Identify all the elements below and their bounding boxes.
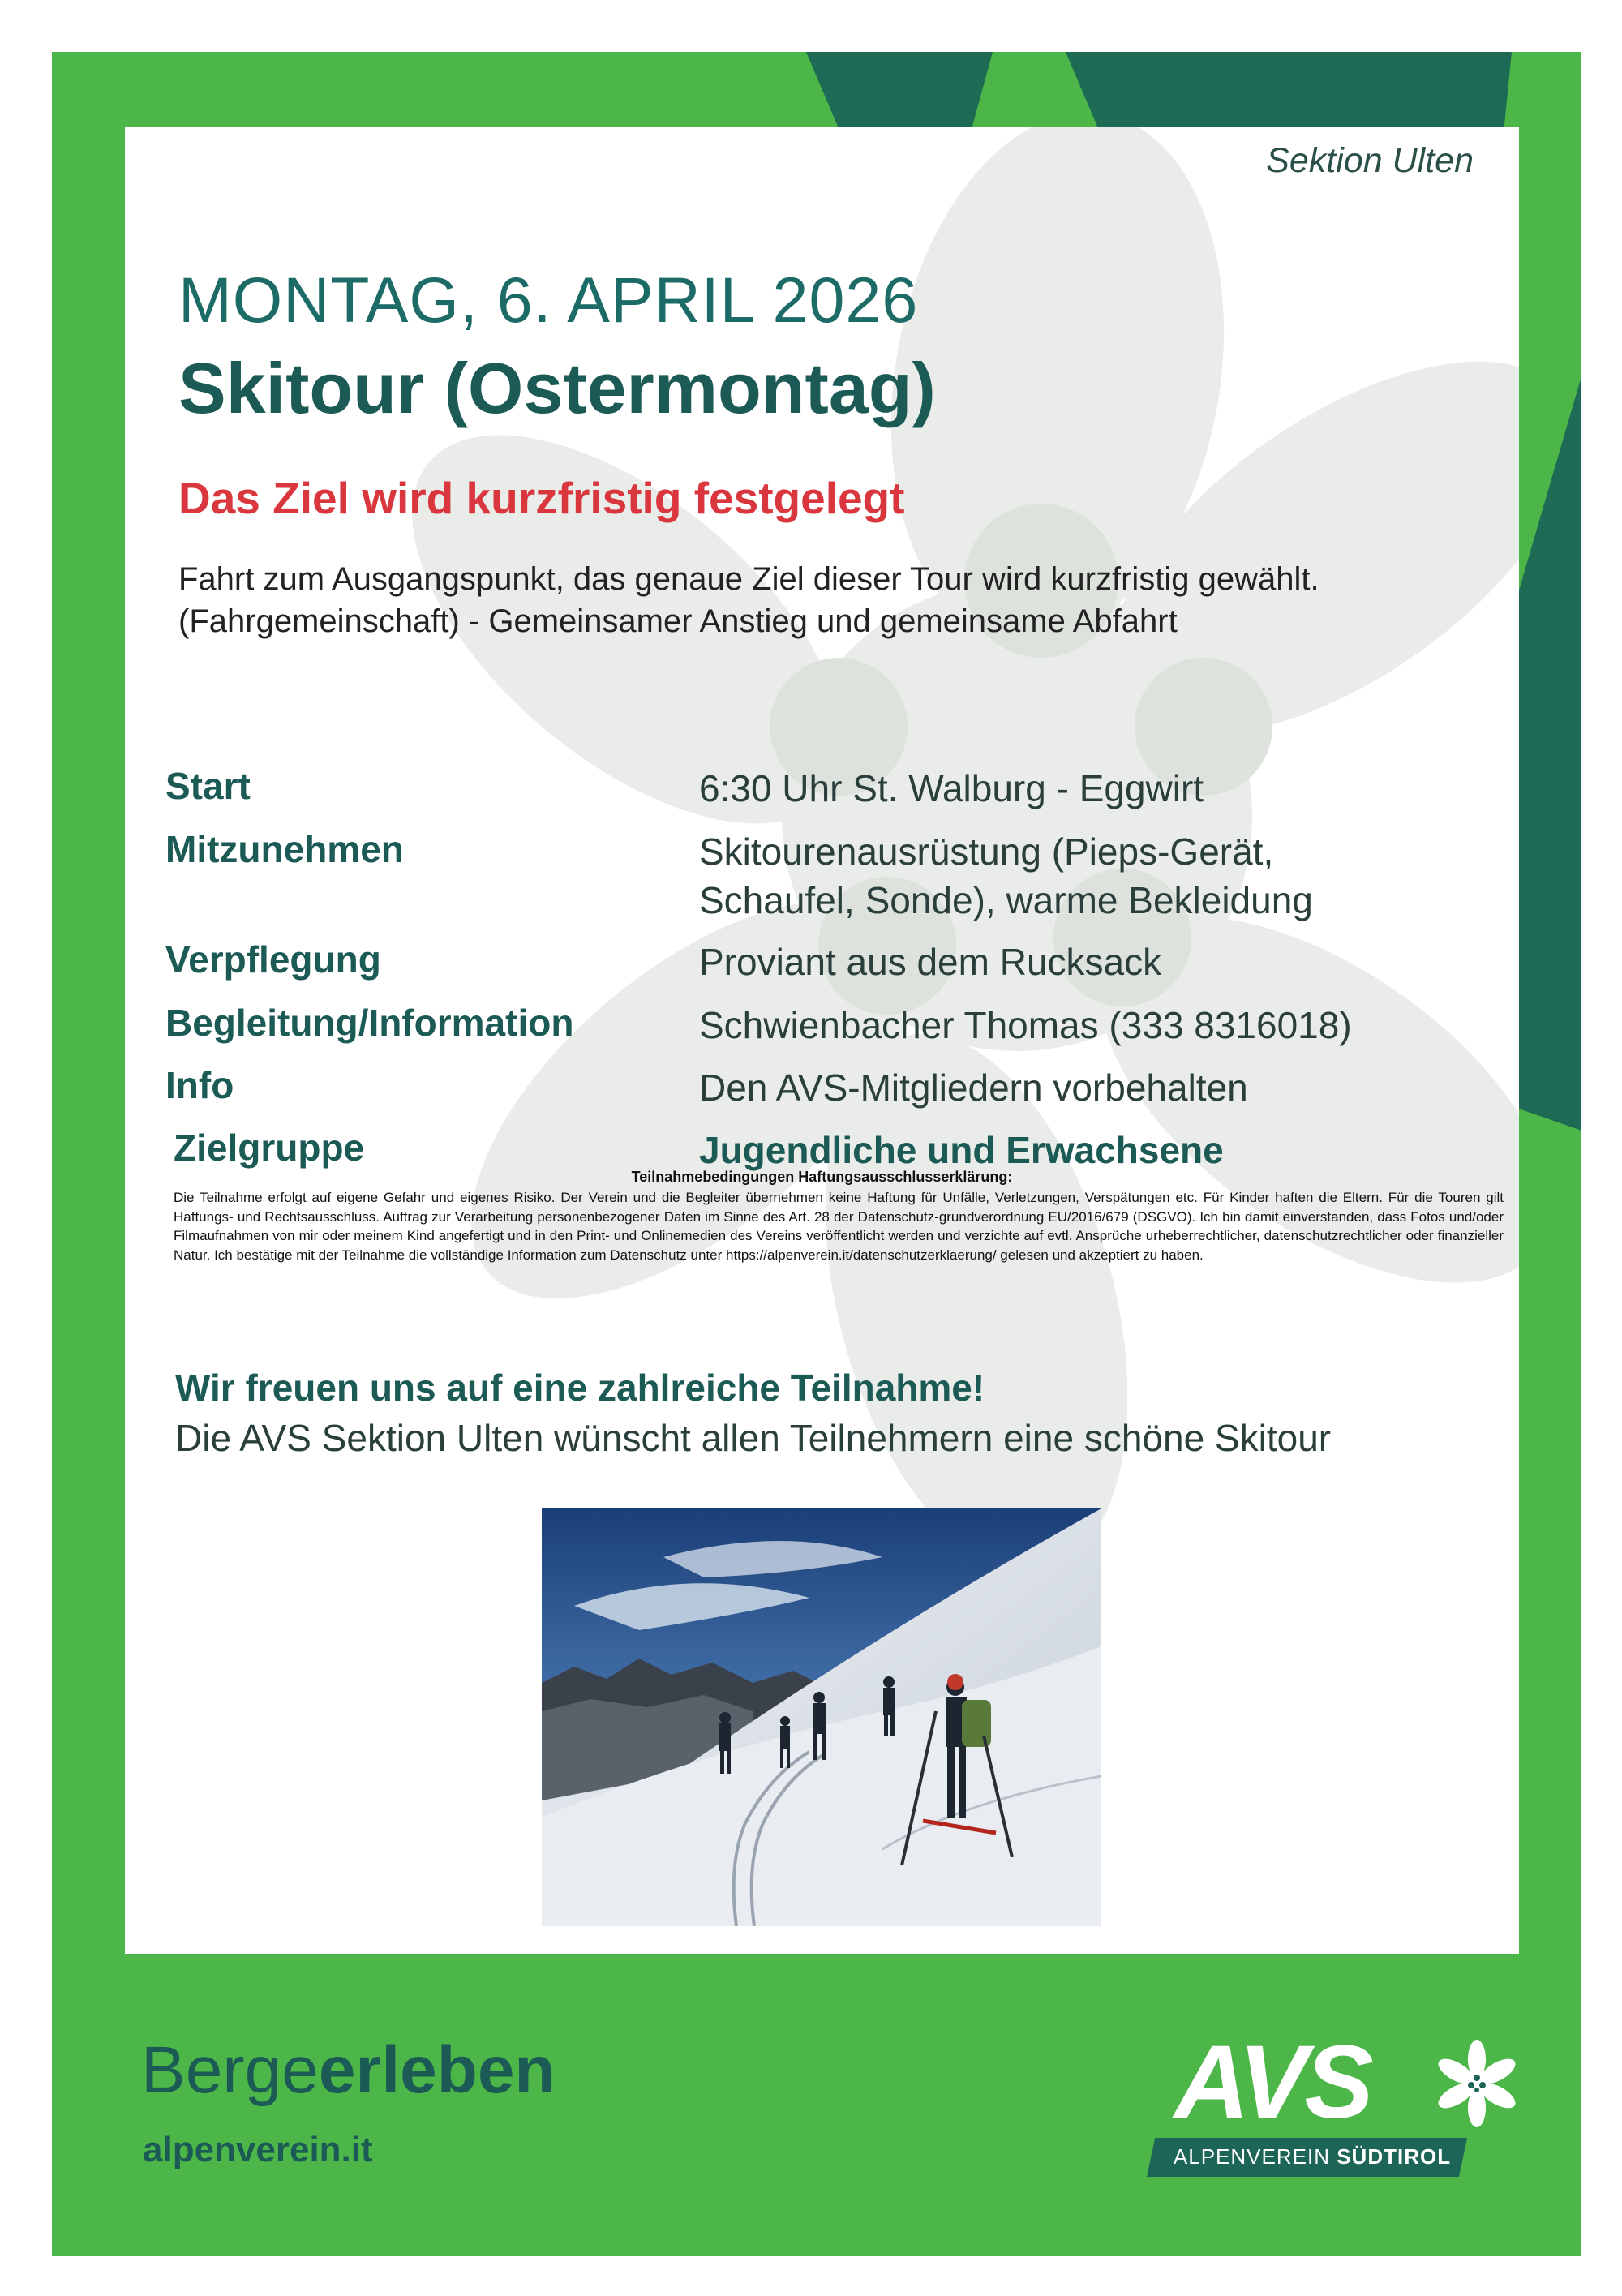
- closing-headline: Wir freuen uns auf eine zahlreiche Teilnahme!: [175, 1367, 985, 1409]
- detail-value: [699, 827, 1313, 925]
- logo-text: AVS: [1174, 2024, 1371, 2140]
- logo-subtitle-regular: ALPENVEREIN: [1173, 2144, 1337, 2169]
- ski-tour-photo: [542, 1508, 1101, 1926]
- intro-line: (Fahrgemeinschaft) - Gemeinsamer Anstieg und gemeinsame Abfahrt: [178, 603, 1178, 639]
- detail-label: Start: [165, 765, 251, 807]
- detail-value-line: Schaufel, Sonde), warme Bekleidung: [699, 879, 1313, 921]
- detail-label: Info: [165, 1064, 234, 1106]
- closing-text: Die AVS Sektion Ulten wünscht allen Teilnehmern eine schöne Skitour: [175, 1417, 1332, 1459]
- terms-title: Teilnahmebedingungen Haftungsausschlusserklärung:: [631, 1169, 1013, 1185]
- intro-line: Fahrt zum Ausgangspunkt, das genaue Ziel dieser Tour wird kurzfristig gewählt.: [178, 561, 1319, 597]
- section-name: Sektion Ulten: [1266, 141, 1474, 180]
- avs-logo: [1147, 2015, 1528, 2185]
- detail-value: 6:30 Uhr St. Walburg - Eggwirt: [699, 767, 1204, 809]
- event-subtitle: Das Ziel wird kurzfristig festgelegt: [178, 473, 905, 523]
- detail-label: Begleitung/Information: [165, 1002, 574, 1044]
- detail-value: Jugendliche und Erwachsene: [699, 1129, 1224, 1171]
- event-date: MONTAG, 6. APRIL 2026: [178, 264, 919, 336]
- logo-subtitle: [1158, 2144, 1466, 2169]
- website-link[interactable]: alpenverein.it: [143, 2130, 373, 2169]
- detail-label: Mitzunehmen: [165, 828, 404, 870]
- detail-label: Zielgruppe: [174, 1127, 365, 1169]
- poster-frame: [52, 52, 1581, 2256]
- detail-value: Proviant aus dem Rucksack: [699, 941, 1162, 983]
- slogan: [141, 2032, 556, 2109]
- logo-subtitle-bold: SÜDTIROL: [1337, 2144, 1452, 2169]
- slogan-regular: Berge: [141, 2033, 319, 2107]
- detail-label: Verpflegung: [165, 938, 381, 981]
- intro-text: [178, 558, 1492, 642]
- detail-value-line: Skitourenausrüstung (Pieps-Gerät,: [699, 830, 1274, 873]
- event-title: Skitour (Ostermontag): [178, 348, 936, 428]
- terms-body: Die Teilnahme erfolgt auf eigene Gefahr und eigenes Risiko. Der Verein und die Begleiter übernehmen keine Haftung für Unfälle, Verletzungen, Verspätungen etc. Für Kinder haften die Eltern. Für die Touren gilt Haftungs- und Rechtsausschluss. Auftrag zur Verarbeitung personenbezogener Daten im Sinne des Art. 28 der Datenschutz-grundverordnung EU/2016/679 (DSGVO). Ich bin damit einverstanden, dass Fotos und/oder Filmaufnahmen von mir oder meinem Kind angefertigt und in den Print- und Onlinemedien des Vereins veröffentlicht werden und verzichte auf evtl. Ansprüche urheberrechtlicher, datenschutzrechtlicher oder finanzieller Natur. Ich bestätige mit der Teilnahme die vollständige Information zum Datenschutz unter https://alpenverein.it/datenschutzerklaerung/ gelesen und akzeptiert zu haben.: [174, 1190, 1504, 1263]
- slogan-bold: erleben: [318, 2033, 556, 2107]
- detail-value: Schwienbacher Thomas (333 8316018): [699, 1004, 1352, 1046]
- edelweiss-icon: [1432, 2039, 1521, 2128]
- content-panel: [125, 127, 1519, 1954]
- detail-value: Den AVS-Mitgliedern vorbehalten: [699, 1066, 1248, 1109]
